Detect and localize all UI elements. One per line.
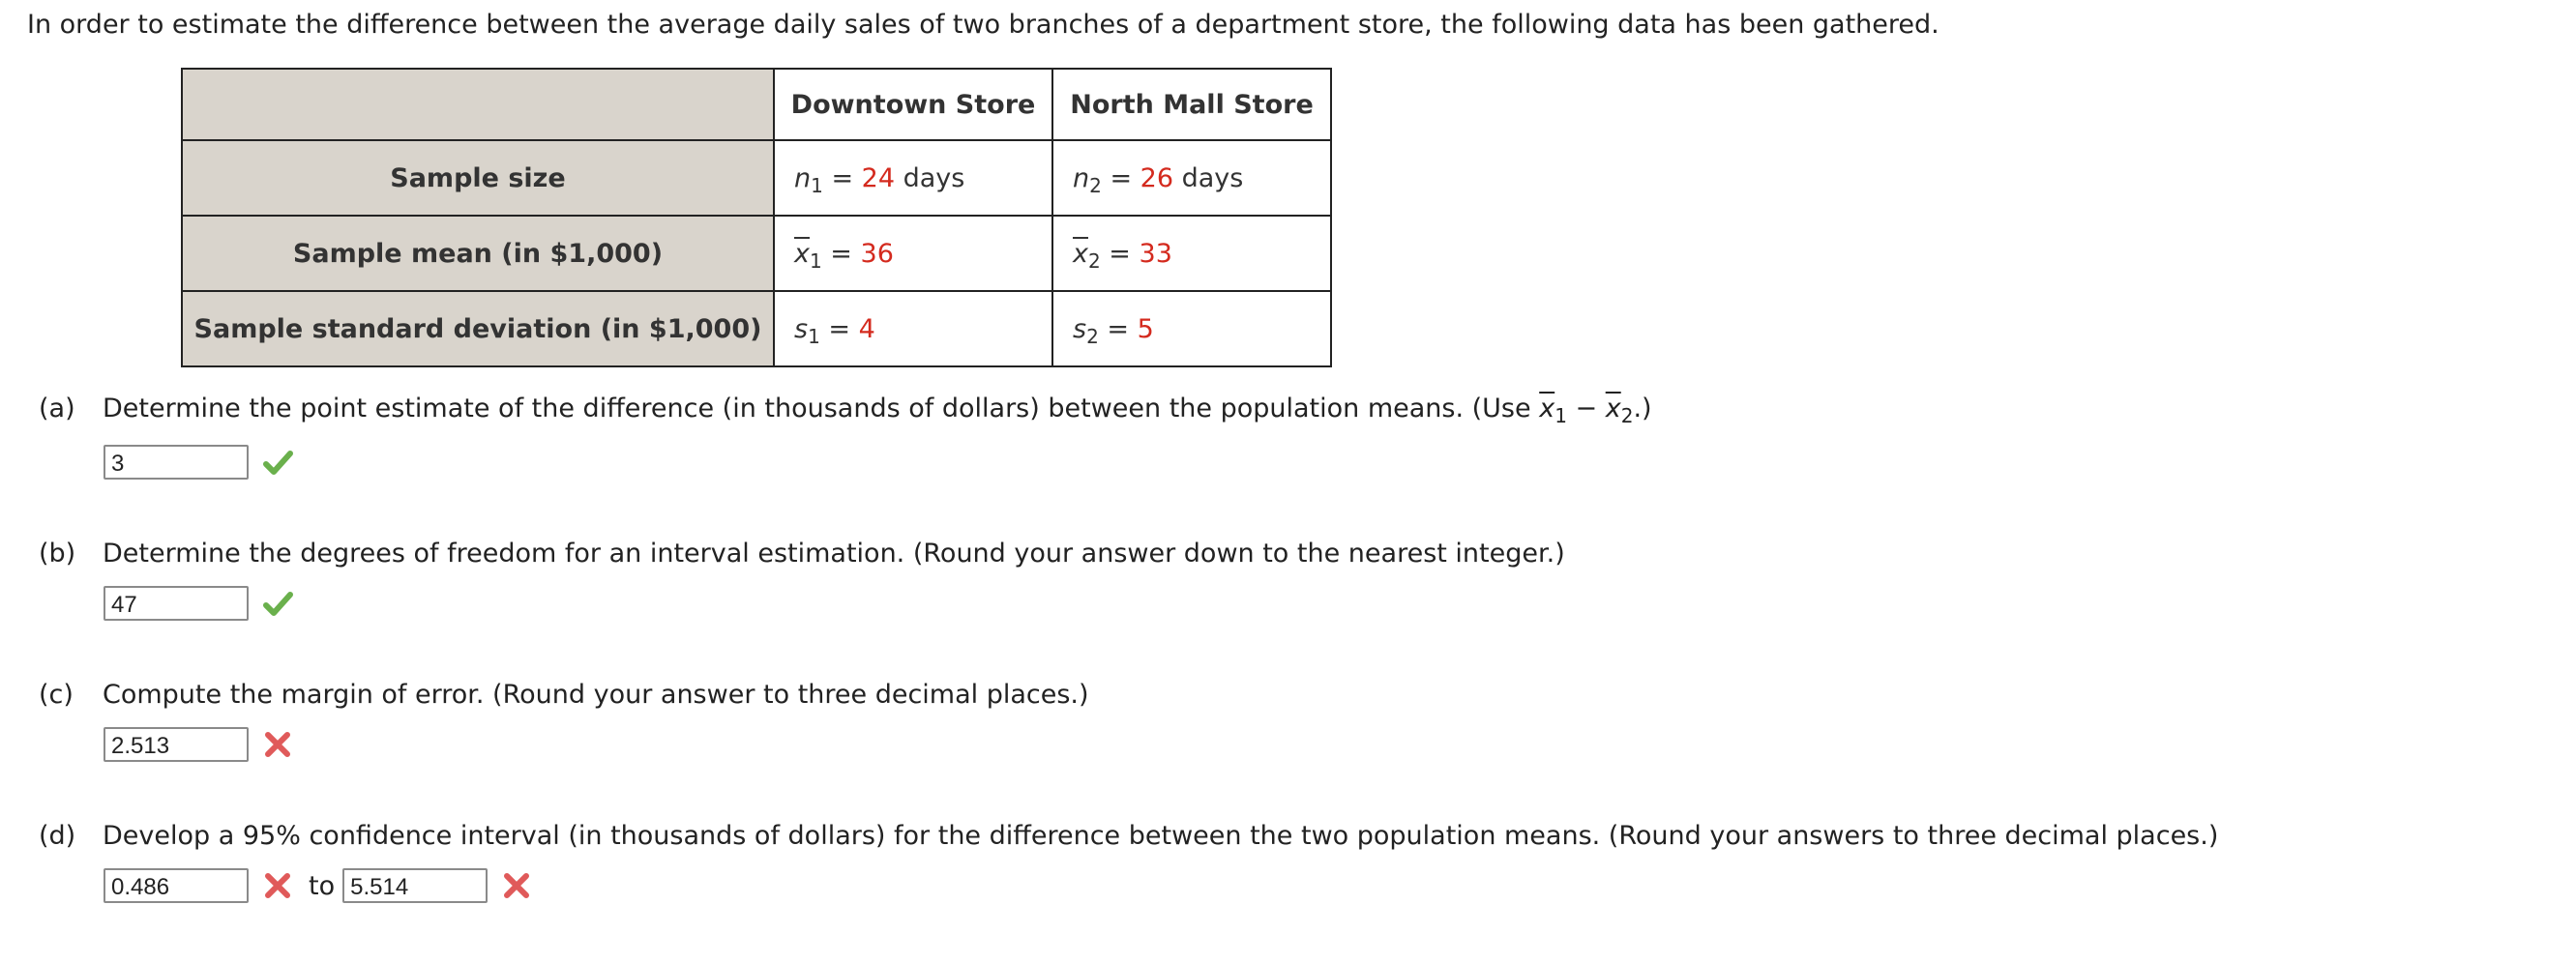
data-table: [181, 68, 1332, 367]
intro-text: In order to estimate the difference between the average daily sales of two branches of a department store, the following data has been gathered.: [27, 10, 1939, 40]
question-c-letter: (c): [39, 680, 74, 710]
table-header-row: [182, 69, 1331, 140]
answer-row-a: [104, 443, 297, 482]
table-row: [182, 216, 1331, 291]
question-c-text: Compute the margin of error. (Round your answer to three decimal places.): [103, 680, 1089, 710]
question-d: [39, 819, 2218, 854]
to-label: to: [309, 870, 336, 901]
question-b: [39, 537, 1565, 571]
question-a-letter: (a): [39, 394, 75, 423]
answer-d-high-input[interactable]: 5.514: [342, 868, 488, 903]
cell-x1bar: $\overline{x}_1 = 36$: [774, 216, 1052, 291]
checkmark-icon: [258, 584, 297, 623]
answer-row-d: [104, 866, 536, 905]
row-header-sample-sd: Sample standard deviation (in $1,000): [182, 291, 774, 366]
answer-b-input[interactable]: 47: [104, 586, 249, 621]
question-b-letter: (b): [39, 539, 76, 569]
cell-x2bar: $\overline{x}_2 = 33$: [1052, 216, 1331, 291]
cell-s1: $s_1 = 4$: [774, 291, 1052, 366]
answer-row-b: [104, 584, 297, 623]
question-a-text: Determine the point estimate of the difference (in thousands of dollars) between the population means. (Use: [103, 394, 1540, 423]
answer-a-input[interactable]: 3: [104, 445, 249, 480]
row-header-sample-size: Sample size: [182, 140, 774, 216]
question-d-letter: (d): [39, 821, 76, 851]
cell-s2: $s_2 = 5$: [1052, 291, 1331, 366]
column-header-downtown: Downtown Store: [774, 69, 1052, 140]
question-c: [39, 678, 1089, 713]
column-header-north-mall: North Mall Store: [1052, 69, 1331, 140]
cross-icon: [258, 725, 297, 764]
question-b-text: Determine the degrees of freedom for an interval estimation. (Round your answer down to the nearest integer.): [103, 539, 1565, 569]
cell-n1: $n_1 = 24$ days: [774, 140, 1052, 216]
question-a: (a) Determine the point estimate of the difference (in thousands of dollars) between the population means. (Use $\overline{x}_1 - \overline{x}_2$.): [39, 394, 1652, 427]
row-header-sample-mean: Sample mean (in $1,000): [182, 216, 774, 291]
table-corner-cell: [182, 69, 774, 140]
cell-n2: $n_2 = 26$ days: [1052, 140, 1331, 216]
cross-icon: [497, 866, 536, 905]
answer-c-input[interactable]: 2.513: [104, 727, 249, 762]
answer-row-c: [104, 725, 297, 764]
table-row: [182, 291, 1331, 366]
table-row: [182, 140, 1331, 216]
answer-d-low-input[interactable]: 0.486: [104, 868, 249, 903]
question-d-text: Develop a 95% confidence interval (in thousands of dollars) for the difference between the two population means. (Round your answers to three decimal places.): [103, 821, 2219, 851]
checkmark-icon: [258, 443, 297, 482]
cross-icon: [258, 866, 297, 905]
